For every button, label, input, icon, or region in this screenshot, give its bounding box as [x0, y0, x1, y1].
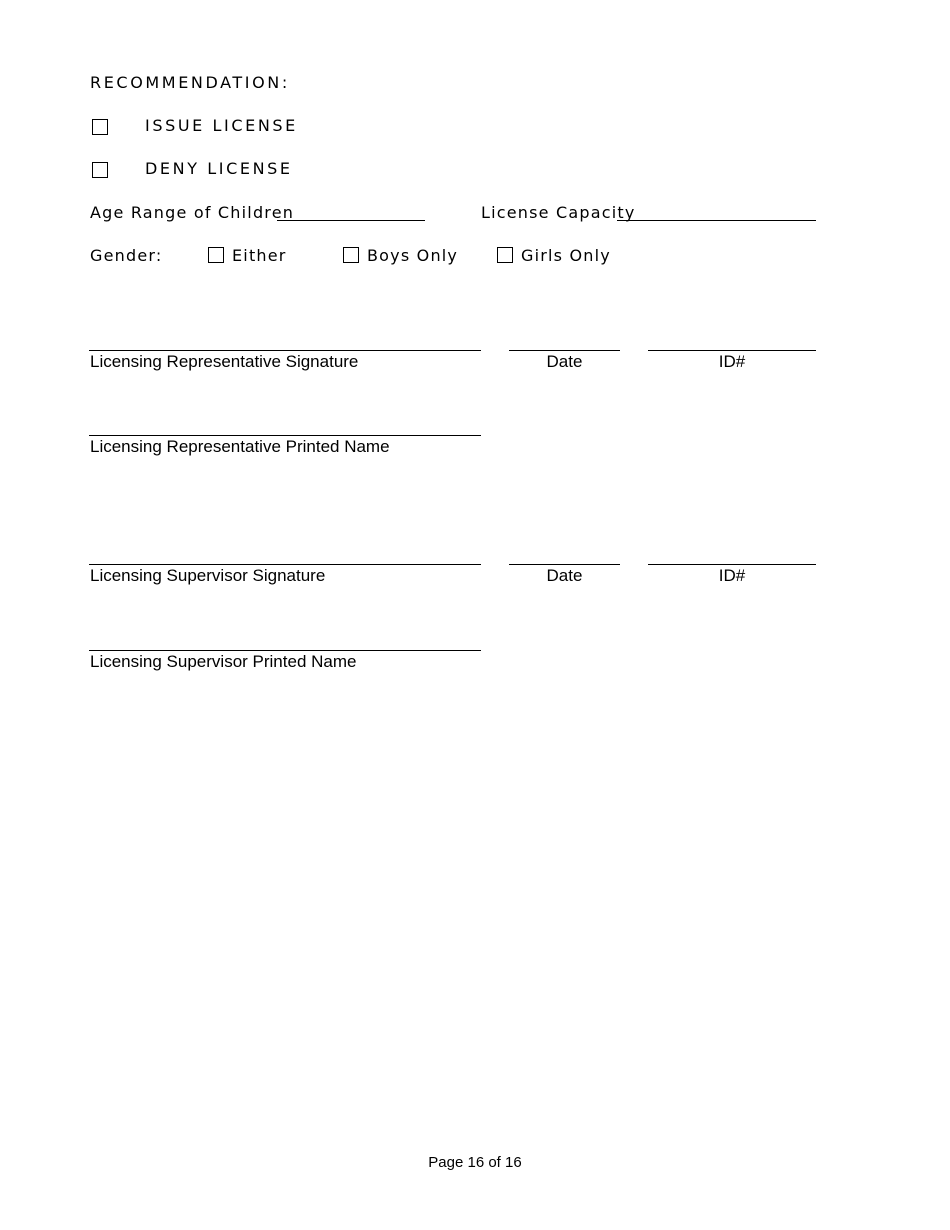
- issue-license-label: ISSUE LICENSE: [145, 116, 298, 135]
- gender-either-label: Either: [232, 246, 287, 265]
- deny-license-checkbox[interactable]: [92, 162, 108, 178]
- gender-either-checkbox[interactable]: [208, 247, 224, 263]
- sup-date-line[interactable]: [509, 564, 620, 565]
- rep-signature-label: Licensing Representative Signature: [90, 352, 359, 371]
- gender-girls-only-label: Girls Only: [521, 246, 611, 265]
- gender-girls-only-checkbox[interactable]: [497, 247, 513, 263]
- page-number: Page 16 of 16: [428, 1154, 522, 1171]
- gender-boys-only-label: Boys Only: [367, 246, 459, 265]
- age-range-field[interactable]: [277, 220, 425, 221]
- rep-date-label: Date: [546, 352, 583, 371]
- sup-date-label: Date: [546, 566, 583, 585]
- license-capacity-field[interactable]: [617, 220, 816, 221]
- recommendation-heading: RECOMMENDATION:: [90, 73, 290, 92]
- deny-license-label: DENY LICENSE: [145, 159, 293, 178]
- sup-signature-label: Licensing Supervisor Signature: [90, 566, 326, 585]
- issue-license-checkbox[interactable]: [92, 119, 108, 135]
- gender-boys-only-checkbox[interactable]: [343, 247, 359, 263]
- rep-id-label: ID#: [718, 352, 746, 371]
- sup-printed-name-label: Licensing Supervisor Printed Name: [90, 652, 357, 671]
- rep-date-line[interactable]: [509, 350, 620, 351]
- rep-id-line[interactable]: [648, 350, 816, 351]
- sup-id-label: ID#: [718, 566, 746, 585]
- rep-printed-name-line[interactable]: [89, 435, 481, 436]
- gender-label: Gender:: [90, 246, 163, 265]
- sup-signature-line[interactable]: [89, 564, 481, 565]
- rep-signature-line[interactable]: [89, 350, 481, 351]
- age-range-label: Age Range of Children: [90, 203, 295, 222]
- sup-id-line[interactable]: [648, 564, 816, 565]
- sup-printed-name-line[interactable]: [89, 650, 481, 651]
- license-capacity-label: License Capacity: [481, 203, 636, 222]
- rep-printed-name-label: Licensing Representative Printed Name: [90, 437, 390, 456]
